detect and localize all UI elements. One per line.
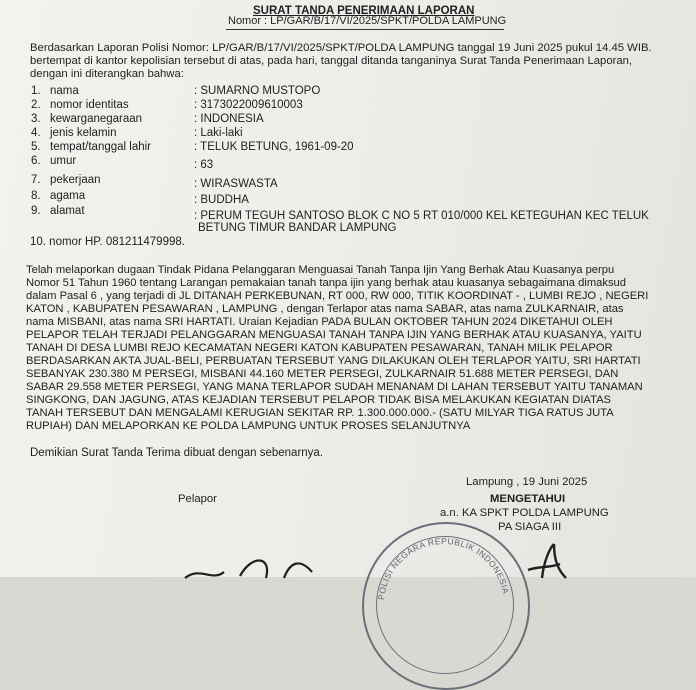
intro-line-1: Berdasarkan Laporan Polisi Nomor: LP/GAR/B/17/VI/2025/SPKT/POLDA LAMPUNG tanggal 19 Juni 2025 pukul 14.45 WIB. <box>30 42 652 54</box>
field-label-alamat: alamat <box>50 205 85 217</box>
field-value-nomor-identitas: : 3173022009610003 <box>194 99 303 111</box>
field-value-alamat-line-2: BETUNG TIMUR BANDAR LAMPUNG <box>198 222 397 234</box>
acknowledged-label: MENGETAHUI <box>490 493 566 505</box>
body-line: SEBANYAK 230.380 M PERSEGI, MISBANI 44.160 METER PERSEGI, ZULKARNAIR 51.688 METER PERSEGI, DAN <box>26 368 619 380</box>
field-number: 6. <box>31 155 41 167</box>
body-line: SABAR 29.558 METER PERSEGI, YANG MANA TERLAPOR SUDAH MENANAM DI LAHAN TERSEBUT YAITU TANAMAN <box>26 381 643 393</box>
field-value-alamat: : PERUM TEGUH SANTOSO BLOK C NO 5 RT 010/000 KEL KETEGUHAN KEC TELUK <box>194 210 649 222</box>
body-line: SINGKONG, DAN JAGUNG, ATAS KEJADIAN TERSEBUT PELAPOR TIDAK BISA MELAKUKAN KEGIATAN DIATAS <box>26 394 611 406</box>
place-date: Lampung , 19 Juni 2025 <box>466 476 588 488</box>
document-number: Nomor : LP/GAR/B/17/VI/2025/SPKT/POLDA LAMPUNG <box>228 15 507 27</box>
police-seal-stamp <box>362 522 530 690</box>
body-line: TANAH DI DESA LUMBI REJO KECAMATAN NEGERI KATON KABUPATEN PESAWARAN, TANAH MILIK PELAPOR <box>26 342 613 354</box>
body-line: Nomor 51 Tahun 1960 tentang Larangan pemakaian tanah tanpa ijin yang berhak atau kuasanya sebagaimana dimaksud <box>26 277 626 289</box>
field-value-tempat-tanggal-lahir: : TELUK BETUNG, 1961-09-20 <box>194 141 354 153</box>
field-label-nama: nama <box>50 85 79 97</box>
body-line: nama MISBANI, atas nama SRI HARTATI. Uraian Kejadian PADA BULAN OKTOBER TAHUN 2024 DIKETAHUI OLEH <box>26 316 613 328</box>
document-title: SURAT TANDA PENERIMAAN LAPORAN <box>253 5 475 17</box>
field-label-kewarganegaraan: kewarganegaraan <box>50 113 143 125</box>
body-line: BERDASARKAN AKTA JUAL-BELI, PERBUATAN TERSEBUT YANG DILAKUKAN OLEH TERLAPOR YAITU, SRI HARTATI <box>26 355 641 367</box>
svg-text:POLISI NEGARA REPUBLIK INDONES <box>376 536 511 601</box>
officer-rank: PA SIAGA III <box>498 521 562 533</box>
field-number: 9. <box>31 205 41 217</box>
body-line: TANAH TERSEBUT DAN MENGALAMI KERUGIAN SEKITAR RP. 1.300.000.000.- (SATU MILYAR TIGA RATUS JUTA <box>26 407 614 419</box>
field-value-kewarganegaraan: : INDONESIA <box>194 113 264 125</box>
field-value-umur: : 63 <box>194 159 214 171</box>
field-number: 7. <box>31 174 41 186</box>
field-label-tempat-tanggal-lahir: tempat/tanggal lahir <box>50 141 152 153</box>
field-label-umur: umur <box>50 155 77 167</box>
field-number: 3. <box>31 113 41 125</box>
intro-line-3: dengan ini diterangkan bahwa: <box>30 68 184 80</box>
field-value-pekerjaan: : WIRASWASTA <box>194 178 278 190</box>
title-underline <box>226 29 504 30</box>
on-behalf-label: a.n. KA SPKT POLDA LAMPUNG <box>440 507 609 519</box>
field-number: 1. <box>31 85 41 97</box>
reporter-label: Pelapor <box>178 493 217 505</box>
field-value-jenis-kelamin: : Laki-laki <box>194 127 243 139</box>
body-line: Telah melaporkan dugaan Tindak Pidana Pelanggaran Menguasai Tanah Tanpa Ijin Yang Berhak Atau Kuasanya perpu <box>26 264 615 276</box>
seal-text: POLISI NEGARA REPUBLIK INDONESIA <box>376 535 512 601</box>
reporter-signature <box>180 548 320 583</box>
field-label-agama: agama <box>50 190 86 202</box>
body-line: dalam Pasal 6 , yang terjadi di JL DITANAH PERKEBUNAN, RT 000, RW 000, TITIK KOORDINAT - , LUMBI REJO , NEGERI <box>26 290 649 302</box>
field-number: 5. <box>31 141 41 153</box>
field-value-nama: : SUMARNO MUSTOPO <box>194 85 321 97</box>
phone-number: 10. nomor HP. 081211479998. <box>30 236 185 248</box>
intro-line-2: bertempat di kantor kepolisian tersebut di atas, pada hari, tanggal ditanda tanganinya Surat Tanda Penerimaan Laporan, <box>30 55 633 67</box>
body-line: KATON , KABUPATEN PESAWARAN , LAMPUNG , dengan Terlapor atas nama SABAR, atas nama ZULKARNAIR, atas <box>26 303 624 315</box>
field-label-jenis-kelamin: jenis kelamin <box>50 127 117 139</box>
field-label-pekerjaan: pekerjaan <box>50 174 101 186</box>
seal-text-ring <box>362 522 526 686</box>
field-label-nomor-identitas: nomor identitas <box>50 99 129 111</box>
field-number: 4. <box>31 127 41 139</box>
field-number: 8. <box>31 190 41 202</box>
closing-statement: Demikian Surat Tanda Terima dibuat dengan sebenarnya. <box>30 447 324 459</box>
body-line: RUPIAH) DAN MELAPORKAN KE POLDA LAMPUNG UNTUK PROSES SELANJUTNYA <box>26 420 471 432</box>
officer-signature <box>520 540 580 580</box>
body-line: PELAPOR TELAH TERJADI PELANGGARAN MENGUASAI TANAH TANPA IJIN YANG BERHAK ATAU KUASANYA, YAITU <box>26 329 642 341</box>
field-number: 2. <box>31 99 41 111</box>
field-value-agama: : BUDDHA <box>194 194 249 206</box>
